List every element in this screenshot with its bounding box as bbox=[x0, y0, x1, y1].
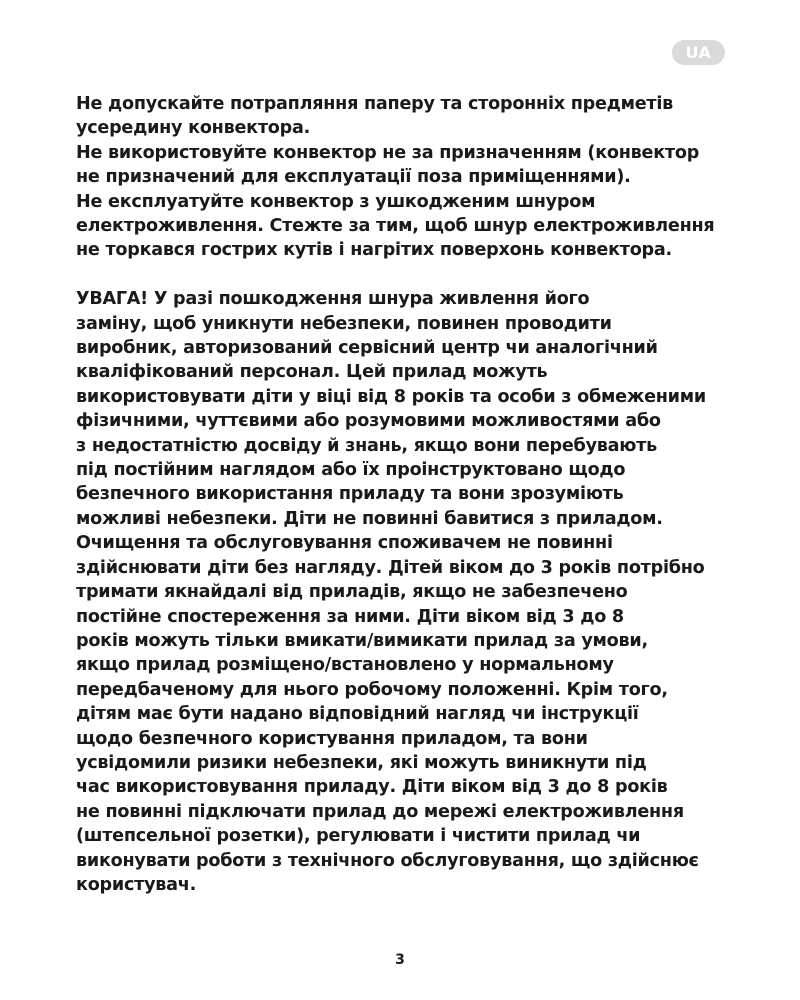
text-line: Очищення та обслуговування споживачем не повинні bbox=[76, 533, 613, 554]
text-line: постійне спостереження за ними. Діти віком від 3 до 8 bbox=[76, 606, 624, 627]
text-line: якщо прилад розміщено/встановлено у нормальному bbox=[76, 655, 614, 676]
text-line: можливі небезпеки. Діти не повинні бавитися з приладом. bbox=[76, 508, 663, 529]
text-line: виробник, авторизований сервісний центр чи аналогічний bbox=[76, 338, 658, 359]
paragraph-spacer bbox=[76, 263, 738, 287]
text-line: усередину конвектора. bbox=[76, 118, 311, 139]
text-line: років можуть тільки вмикати/вимикати прилад за умови, bbox=[76, 630, 648, 651]
text-line: усвідомили ризики небезпеки, які можуть виникнути під bbox=[76, 752, 647, 773]
text-line: Не використовуйте конвектор не за призначенням (конвектор bbox=[76, 142, 700, 163]
text-line: з недостатністю досвіду й знань, якщо вони перебувають bbox=[76, 435, 657, 456]
text-line: електроживлення. Стежте за тим, щоб шнур електроживлення bbox=[76, 216, 715, 237]
text-line: час використовування приладу. Діти віком від 3 до 8 років bbox=[76, 777, 668, 798]
warning-first-line: У разі пошкодження шнура живлення його bbox=[147, 289, 590, 310]
text-line: використовувати діти у віці від 8 років та особи з обмеженими bbox=[76, 386, 706, 407]
text-line: (штепсельної розетки), регулювати і чистити прилад чи bbox=[76, 826, 641, 847]
text-line: заміну, щоб уникнути небезпеки, повинен проводити bbox=[76, 313, 612, 334]
text-line: Не допускайте потрапляння паперу та сторонніх предметів bbox=[76, 94, 674, 114]
text-line: здійснювати діти без нагляду. Дітей віком до 3 років потрібно bbox=[76, 557, 705, 578]
text-line bbox=[76, 287, 738, 311]
text-line: не призначений для експлуатації поза приміщеннями). bbox=[76, 167, 631, 188]
text-line: тримати якнайдалі від приладів, якщо не забезпечено bbox=[76, 582, 628, 603]
text-line: кваліфікований персонал. Цей прилад можуть bbox=[76, 362, 548, 383]
page-number: 3 bbox=[395, 952, 405, 968]
warning-label: УВАГА! bbox=[76, 289, 148, 310]
text-line: під постійним наглядом або їх проінструктовано щодо bbox=[76, 460, 626, 481]
text-line: щодо безпечного користування приладом, та вони bbox=[76, 728, 588, 749]
text-line: фізичними, чуттєвими або розумовими можливостями або bbox=[76, 411, 661, 432]
text-line: передбаченому для нього робочому положенні. Крім того, bbox=[76, 679, 668, 700]
paragraph-warning bbox=[76, 287, 738, 897]
instruction-text bbox=[76, 92, 738, 897]
text-line: дітям має бути надано відповідний нагляд чи інструкції bbox=[76, 704, 639, 725]
text-line: користувач. bbox=[76, 874, 197, 895]
text-line: не повинні підключати прилад до мережі електроживлення bbox=[76, 801, 684, 822]
text-line: не торкався гострих кутів і нагрітих поверхонь конвектора. bbox=[76, 240, 672, 261]
text-line: Не експлуатуйте конвектор з ушкодженим шнуром bbox=[76, 191, 596, 212]
paragraph-safety-rules bbox=[76, 92, 738, 263]
text-line: безпечного використання приладу та вони зрозуміють bbox=[76, 484, 624, 505]
text-line: виконувати роботи з технічного обслуговування, що здійснює bbox=[76, 850, 699, 871]
language-badge: UA bbox=[672, 40, 725, 65]
